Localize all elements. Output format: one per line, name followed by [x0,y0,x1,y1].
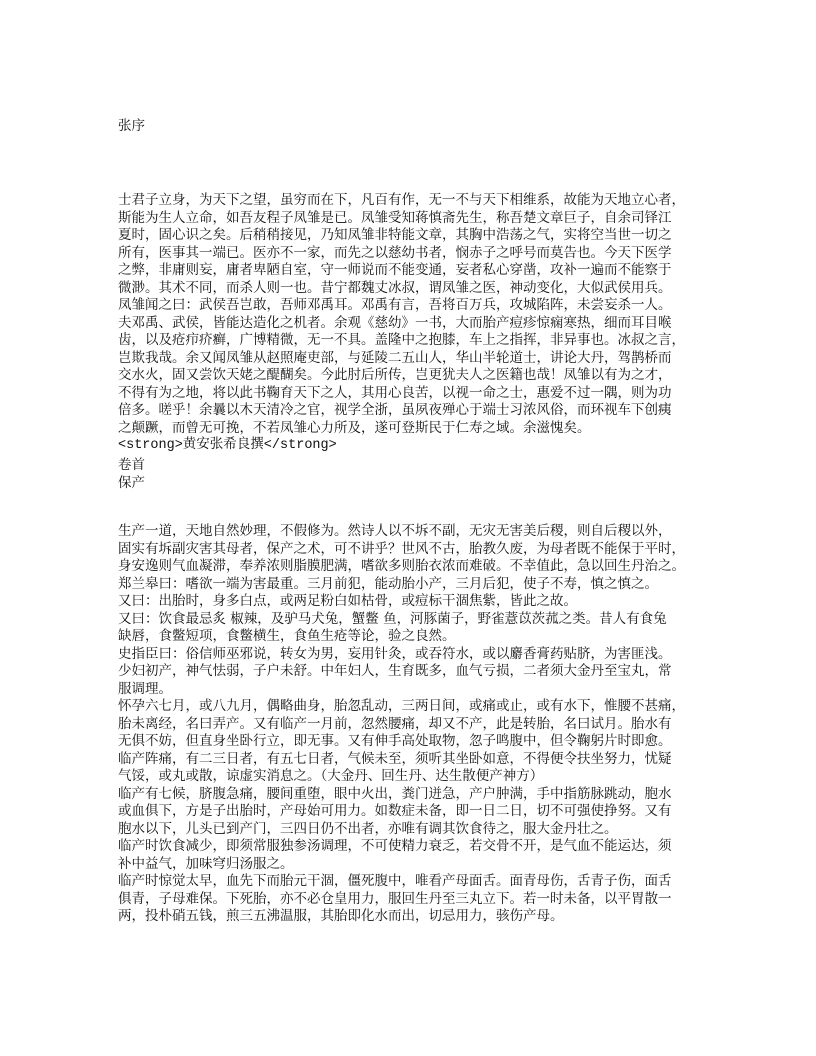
text-line: 俱青，子母难保。下死胎，亦不必仓皇用力，服回生丹至三丸立下。若一时未备，以平胃散一 [118,890,672,907]
text-line: 夫邓禹、武侯，皆能达造化之机者。余观《慈幼》一书，大而胎产痘疹惊痫寒热，细而耳目喉 [118,314,672,331]
section-body [118,523,718,926]
text-line: 史指臣曰：俗信师巫邪说，转女为男，妄用针灸，或吞符水，或以麝香膏药贴脐，为害匪浅。 [118,645,672,662]
text-line: 服调理。 [118,680,172,697]
author-line: <strong>黄安张希良撰</strong> [118,438,337,453]
text-line: 怀孕六七月，或八九月，偶略曲身，胎忽乱动，三两日间，或痛或止，或有水下，惟腰不甚痛， [118,698,685,714]
text-line: 生产一道，天地自然妙理，不假修为。然诗人以不坼不副，无灾无害美后稷，则自后稷以外， [118,523,672,539]
volume-label: 卷首 [118,457,145,473]
text-line: 无俱不妨，但直身坐卧行立，即无事。又有伸手高处取物，忽子鸣腹中，但令鞠躬片时即愈。 [118,733,672,749]
text-line: 之弊，非庸则妄，庸者卑陋自室，守一师说而不能变通，妄者私心穿凿，攻补一遍而不能察于 [118,262,672,278]
text-line: 气馁，或丸或散，谅虚实消息之。（大金丹、回生丹、达生散便产神方） [118,768,544,784]
text-line: 又曰：出胎时，身多白点，或两足粉白如枯骨，或痘标干涸焦紫，皆此之故。 [118,593,577,609]
text-line: 斯能为生人立命，如吾友程子凤雏是已。凤雏受知蒋慎斋先生，称吾楚文章巨子，自余司铎江 [118,209,672,226]
text-line: 补中益气，加味穹归汤服之。 [118,855,294,872]
section-title: 保产 [118,474,145,491]
text-line: 凤雏闻之曰：武侯吾岂敢，吾师邓禹耳。邓禹有言，吾将百万兵，攻城陷阵，未尝妄杀一人。 [118,297,672,313]
text-line: 胞水以下，儿头已到产门，三四日仍不出者，亦唯有调其饮食待之，服大金丹壮之。 [118,820,618,837]
preface-body [118,192,718,455]
text-line: 郑兰皋曰：嗜欲一端为害最重。三月前犯，能动胎小产，三月后犯，使子不寿，慎之慎之。 [118,575,658,592]
text-line: 齿，以及疮疖疥癣，广博精微，无一不具。盖隆中之抱膝，车上之指挥，非异事也。冰叔之言， [118,332,685,348]
text-line: 或血俱下，方是子出胎时，产母始可用力。如数症未备，即一日二日，切不可强使挣努。又有 [118,803,672,819]
text-line: 岂欺我哉。余又闻凤雏从赵照庵吏部，与延陵二五山人，华山半轮道士，讲论大丹，驾鹊桥而 [118,349,672,366]
text-line: 不得有为之地，将以此书鞠育天下之人，其用心良苦，以视一命之士，惠爱不过一隅，则为功 [118,384,672,401]
preface-title [118,118,718,136]
text-line: 缺唇，食鳖短项，食鳖横生，食鱼生疮等论，验之良然。 [118,628,456,644]
text-line: 交水火，固又尝饮天姥之醍醐矣。今此肘后所传，岂更犹夫人之医籍也哉！凤雏以有为之才， [118,367,672,383]
text-line: 固实有坼副灾害其母者，保产之术，可不讲乎？世风不古，胎教久废，为母者既不能保于平时， [118,540,685,557]
text-line: 倍多。嗟乎！余曩以木天清冷之官，视学全浙，虽夙夜殚心于端士习浓风俗，而环视车下创痍 [118,402,672,418]
section-heading [118,457,718,492]
text-line: 胎未离经，名曰弄产。又有临产一月前，忽然腰痛，却又不产，此是转胎，名曰试月。胎水有 [118,715,672,732]
text-line: 所有，医事其一端已。医亦不一家，而先之以慈幼书者，悯赤子之呼号而莫告也。今天下医学 [118,244,672,261]
text-line: 少妇初产，神气怯弱，子户未舒。中年妇人，生育既多，血气亏损，二者须大金丹至宝丸，常 [118,663,672,679]
text-line: 临产阵痛，有二三日者，有五七日者，气候未至，须听其坐卧如意，不得便令扶坐努力，忧疑 [118,750,672,767]
text-line: 临产时饮食减少，即须常服独参汤调理，不可使精力衰乏，若交骨不开，是气血不能运达，须 [118,838,672,854]
text-line: 士君子立身，为天下之望，虽穷而在下，凡百有作，无一不与天下相维系，故能为天地立心者， [118,192,685,208]
text-line: 临产有七候，脐腹急痛，腰间重堕，眼中火出，粪门迸急，产户肿满，手中指筋脉跳动，胞水 [118,785,672,802]
preface-heading: 张序 [118,118,145,134]
text-line: 临产时惊觉太早，血先下而胎元干涸，僵死腹中，唯看产母面舌。面青母伤，舌青子伤，面舌 [118,873,672,889]
text-line: 微渺。其术不同，而杀人则一也。昔宁都魏丈冰叔，谓凤雏之医，神动变化，大似武侯用兵。 [118,279,672,296]
text-line: 两，投朴硝五钱，煎三五沸温服，其胎即化水而出，切忌用力，骇伤产母。 [118,908,564,924]
text-line: 身安逸则气血凝滞，奉养浓则脂膜肥满，嗜欲多则胎衣浓而难破。不幸值此，急以回生丹治之。 [118,558,685,574]
text-line: 夏时，固心识之矣。后稍稍接见，乃知凤雏非特能文章，其胸中浩荡之气，实将空当世一切之 [118,227,672,243]
text-line: 之颠蹶，而曾无可挽，不若凤雏心力所及，遂可登斯民于仁寿之域。余滋愧矣。 [118,419,591,436]
text-line: 又曰：饮食最忌炙 椒辣，及驴马犬兔，蟹鳖 鱼，河豚菌子，野雀薏苡茨菰之类。昔人有食兔 [118,610,667,627]
